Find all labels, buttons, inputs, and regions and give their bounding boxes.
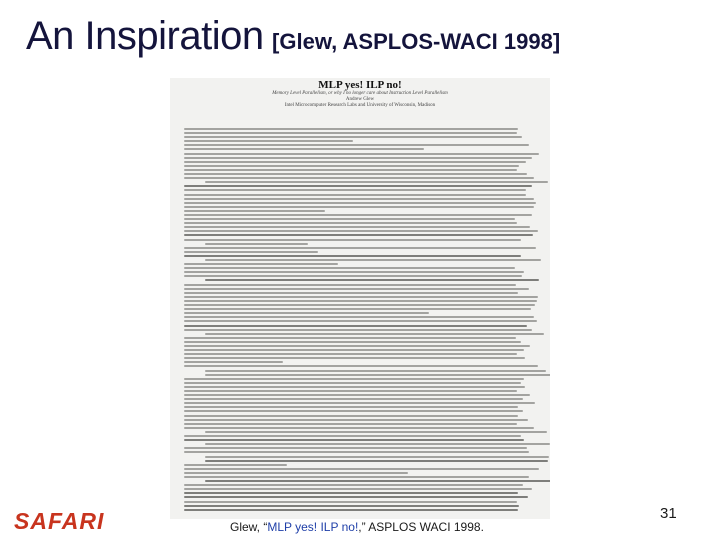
paper-text-line xyxy=(184,308,531,310)
paper-text-line xyxy=(184,247,536,249)
paper-text-line xyxy=(184,284,516,286)
paper-text-line xyxy=(184,501,517,503)
paper-text-line xyxy=(184,353,517,355)
paper-text-line xyxy=(184,222,517,224)
paper-text-line xyxy=(184,288,529,290)
paper-text-line xyxy=(184,349,524,351)
paper-text-line xyxy=(184,157,532,159)
paper-text-line xyxy=(184,263,338,265)
page-number: 31 xyxy=(660,505,677,522)
paper-subtitle: Memory Level Parallelism, or why I no longer care about Instruction Level Parallelism xyxy=(272,91,448,96)
paper-text-line xyxy=(184,341,521,343)
paper-text-line xyxy=(184,423,517,425)
paper-text-line xyxy=(184,206,534,208)
paper-title: MLP yes! ILP no! xyxy=(318,79,402,91)
paper-text-line xyxy=(184,275,522,277)
paper-text-line xyxy=(205,456,548,458)
paper-text-line xyxy=(184,386,525,388)
paper-text-line xyxy=(184,198,534,200)
paper-text-line xyxy=(184,300,537,302)
citation-caption xyxy=(230,520,484,534)
paper-text-line xyxy=(184,292,518,294)
caption-prefix: Glew, “ xyxy=(230,520,268,534)
caption-paper-title: MLP yes! ILP no! xyxy=(267,520,359,534)
paper-text-line xyxy=(184,435,521,437)
paper-text-line xyxy=(184,410,523,412)
paper-text-line xyxy=(184,218,515,220)
paper-text-line xyxy=(184,189,526,191)
paper-text-line xyxy=(184,419,528,421)
paper-text-line xyxy=(184,255,521,257)
paper-text-line xyxy=(184,472,408,474)
paper-text-line xyxy=(205,443,550,445)
paper-text-line xyxy=(184,136,522,138)
paper-text-line xyxy=(184,451,529,453)
paper-text-line xyxy=(184,140,353,142)
paper-text-line xyxy=(184,230,538,232)
paper-text-line xyxy=(205,431,547,433)
paper-text-line xyxy=(184,496,528,498)
paper-text-line xyxy=(184,316,534,318)
paper-text-line xyxy=(184,488,532,490)
paper-text-line xyxy=(205,243,307,245)
paper-image xyxy=(170,78,550,519)
paper-text-line xyxy=(205,259,540,261)
paper-text-line xyxy=(184,365,538,367)
paper-text-line xyxy=(184,165,519,167)
paper-text-line xyxy=(184,427,534,429)
paper-text-line xyxy=(184,304,535,306)
paper-text-line xyxy=(184,312,429,314)
paper-text-line xyxy=(184,406,518,408)
paper-text-line xyxy=(205,333,544,335)
paper-text-line xyxy=(184,148,424,150)
paper-text-line xyxy=(184,378,524,380)
paper-text-line xyxy=(184,382,521,384)
caption-suffix: ,” ASPLOS WACI 1998. xyxy=(358,520,484,534)
paper-text-line xyxy=(184,239,521,241)
paper-text-line xyxy=(184,329,532,331)
paper-text-line xyxy=(184,234,533,236)
slide-title-citation: [Glew, ASPLOS-WACI 1998] xyxy=(272,29,561,54)
paper-text-line xyxy=(184,185,532,187)
paper-text-line xyxy=(184,394,530,396)
paper-text-line xyxy=(184,464,287,466)
paper-text-line xyxy=(184,357,525,359)
paper-text-line xyxy=(184,153,539,155)
paper-text-line xyxy=(184,447,527,449)
paper-text-line xyxy=(184,128,518,130)
paper-text-line xyxy=(184,271,524,273)
paper-text-line xyxy=(184,169,517,171)
paper-text-line xyxy=(184,144,529,146)
paper-text-line xyxy=(184,161,526,163)
paper-text-line xyxy=(184,210,325,212)
paper-body-text xyxy=(184,128,540,513)
paper-text-line xyxy=(184,226,530,228)
paper-text-line xyxy=(184,476,529,478)
paper-text-line xyxy=(184,325,527,327)
paper-text-line xyxy=(205,181,547,183)
paper-text-line xyxy=(184,402,535,404)
paper-text-line xyxy=(184,320,537,322)
paper-text-line xyxy=(184,492,518,494)
paper-text-line xyxy=(205,480,550,482)
paper-text-line xyxy=(184,484,523,486)
paper-text-line xyxy=(184,194,526,196)
paper-text-line xyxy=(184,398,523,400)
paper-text-line xyxy=(184,202,536,204)
paper-text-line xyxy=(184,296,538,298)
paper-text-line xyxy=(184,390,517,392)
paper-text-line xyxy=(184,468,539,470)
paper-text-line xyxy=(184,251,318,253)
paper-text-line xyxy=(184,345,530,347)
paper-text-line xyxy=(184,439,524,441)
paper-text-line xyxy=(184,505,519,507)
paper-text-line xyxy=(184,415,518,417)
slide-title-main: An Inspiration xyxy=(26,14,264,58)
safari-logo: SAFARI xyxy=(14,508,105,534)
paper-text-line xyxy=(205,370,546,372)
paper-text-line xyxy=(184,132,517,134)
paper-text-line xyxy=(184,361,283,363)
paper-text-line xyxy=(205,374,550,376)
paper-text-line xyxy=(205,279,538,281)
paper-text-line xyxy=(184,173,527,175)
paper-text-line xyxy=(184,509,518,511)
paper-affiliation: Intel Microcomputer Research Labs and University of Wisconsin, Madison xyxy=(284,103,436,108)
paper-text-line xyxy=(184,267,515,269)
paper-text-line xyxy=(205,460,547,462)
paper-text-line xyxy=(184,214,532,216)
slide-title xyxy=(26,14,560,59)
paper-author: Andrew Glew xyxy=(345,97,375,102)
paper-text-line xyxy=(184,337,516,339)
paper-text-line xyxy=(184,177,534,179)
